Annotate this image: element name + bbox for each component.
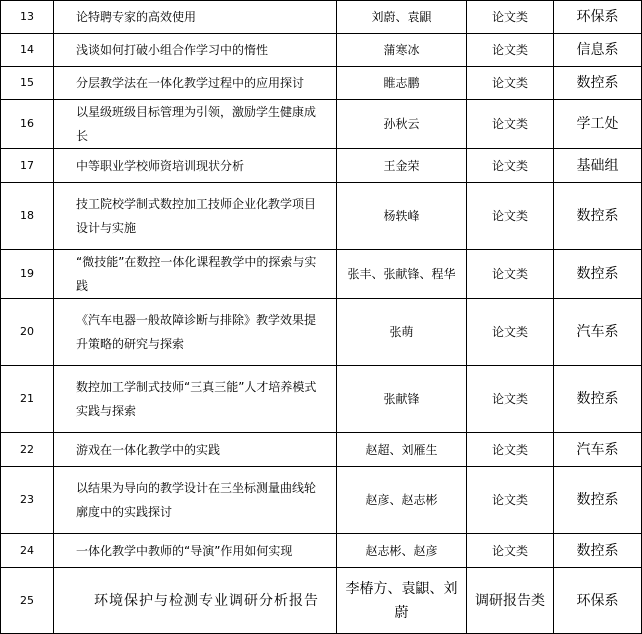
row-number: 16 xyxy=(1,100,54,149)
paper-title: 《汽车电器一般故障诊断与排除》教学效果提升策略的研究与探索 xyxy=(54,299,337,366)
table-row xyxy=(1,433,642,467)
paper-type: 论文类 xyxy=(467,100,554,149)
table-row xyxy=(1,183,642,250)
row-number: 17 xyxy=(1,149,54,183)
paper-title: 分层教学法在一体化教学过程中的应用探讨 xyxy=(54,67,337,100)
paper-department: 数控系 xyxy=(554,366,642,433)
paper-authors: 睢志鹏 xyxy=(337,67,467,100)
paper-authors: 张献锋 xyxy=(337,366,467,433)
row-number: 18 xyxy=(1,183,54,250)
table-row xyxy=(1,366,642,433)
table-row xyxy=(1,568,642,634)
paper-authors: 张丰、张献锋、程华 xyxy=(337,250,467,299)
paper-authors: 赵志彬、赵彦 xyxy=(337,534,467,568)
paper-authors: 赵彦、赵志彬 xyxy=(337,467,467,534)
paper-authors: 李椿方、袁鼰、刘蔚 xyxy=(337,568,467,634)
paper-title: 浅谈如何打破小组合作学习中的惰性 xyxy=(54,34,337,67)
paper-authors: 刘蔚、袁鼰 xyxy=(337,1,467,34)
paper-type: 调研报告类 xyxy=(467,568,554,634)
row-number: 25 xyxy=(1,568,54,634)
row-number: 24 xyxy=(1,534,54,568)
paper-department: 数控系 xyxy=(554,183,642,250)
paper-type: 论文类 xyxy=(467,183,554,250)
paper-department: 数控系 xyxy=(554,534,642,568)
row-number: 20 xyxy=(1,299,54,366)
paper-type: 论文类 xyxy=(467,250,554,299)
row-number: 14 xyxy=(1,34,54,67)
table-row xyxy=(1,534,642,568)
row-number: 21 xyxy=(1,366,54,433)
paper-title: 技工院校学制式数控加工技师企业化教学项目设计与实施 xyxy=(54,183,337,250)
table-row xyxy=(1,67,642,100)
paper-type: 论文类 xyxy=(467,467,554,534)
table-row xyxy=(1,1,642,34)
paper-department: 环保系 xyxy=(554,568,642,634)
table-row xyxy=(1,100,642,149)
paper-department: 学工处 xyxy=(554,100,642,149)
paper-department: 汽车系 xyxy=(554,299,642,366)
paper-title: 游戏在一体化教学中的实践 xyxy=(54,433,337,467)
paper-title: 中等职业学校师资培训现状分析 xyxy=(54,149,337,183)
row-number: 22 xyxy=(1,433,54,467)
table-row xyxy=(1,467,642,534)
row-number: 23 xyxy=(1,467,54,534)
paper-title: 以星级班级目标管理为引领，激励学生健康成长 xyxy=(54,100,337,149)
row-number: 15 xyxy=(1,67,54,100)
paper-type: 论文类 xyxy=(467,34,554,67)
paper-type: 论文类 xyxy=(467,366,554,433)
paper-type: 论文类 xyxy=(467,433,554,467)
paper-department: 数控系 xyxy=(554,467,642,534)
paper-department: 数控系 xyxy=(554,250,642,299)
paper-department: 环保系 xyxy=(554,1,642,34)
paper-authors: 孙秋云 xyxy=(337,100,467,149)
paper-title: 一体化教学中教师的“导演”作用如何实现 xyxy=(54,534,337,568)
paper-department: 数控系 xyxy=(554,67,642,100)
paper-type: 论文类 xyxy=(467,149,554,183)
paper-department: 汽车系 xyxy=(554,433,642,467)
paper-authors: 张萌 xyxy=(337,299,467,366)
table-row xyxy=(1,299,642,366)
paper-authors: 杨轶峰 xyxy=(337,183,467,250)
paper-type: 论文类 xyxy=(467,534,554,568)
paper-authors: 王金荣 xyxy=(337,149,467,183)
paper-title: 以结果为导向的教学设计在三坐标测量曲线轮廓度中的实践探讨 xyxy=(54,467,337,534)
table-row xyxy=(1,34,642,67)
paper-type: 论文类 xyxy=(467,67,554,100)
paper-department: 信息系 xyxy=(554,34,642,67)
paper-title: 环境保护与检测专业调研分析报告 xyxy=(54,568,337,634)
row-number: 19 xyxy=(1,250,54,299)
paper-type: 论文类 xyxy=(467,299,554,366)
paper-title: “微技能”在数控一体化课程教学中的探索与实践 xyxy=(54,250,337,299)
paper-type: 论文类 xyxy=(467,1,554,34)
paper-department: 基础组 xyxy=(554,149,642,183)
table-row xyxy=(1,149,642,183)
table-row xyxy=(1,250,642,299)
row-number: 13 xyxy=(1,1,54,34)
paper-authors: 蒲寒冰 xyxy=(337,34,467,67)
paper-title: 数控加工学制式技师“三真三能”人才培养模式实践与探索 xyxy=(54,366,337,433)
paper-title: 论特聘专家的高效使用 xyxy=(54,1,337,34)
paper-authors: 赵超、刘雁生 xyxy=(337,433,467,467)
